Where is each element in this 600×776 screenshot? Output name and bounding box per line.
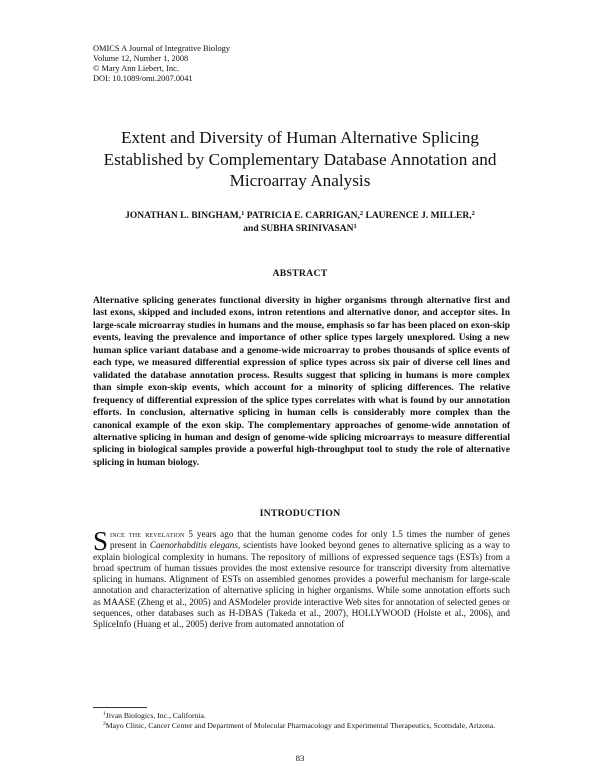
lead-in-smallcaps: ince the revelation [110, 529, 185, 539]
footnote-1 [93, 711, 510, 721]
page-number: 83 [295, 753, 305, 763]
footnote-2 [93, 721, 510, 731]
footnote-text: Mayo Clinic, Cancer Center and Department of Molecular Pharmacology and Experimental Therapeutics, Scottsdale, Arizona. [105, 721, 496, 731]
journal-name: OMICS A Journal of Integrative Biology [93, 44, 231, 53]
author-line-1 [60, 210, 540, 223]
affiliation-marker: 1 [241, 210, 245, 217]
author-list [60, 210, 540, 235]
introduction-heading: INTRODUCTION [259, 508, 341, 519]
title-line-2: Established by Complementary Database Annotation and [103, 149, 497, 169]
author-name: SUBHA SRINIVASAN [260, 223, 354, 234]
author-line-2 [60, 223, 540, 236]
abstract-heading: ABSTRACT [272, 268, 328, 279]
affiliation-marker: 1 [353, 222, 357, 230]
affiliation-marker: 2 [471, 210, 475, 217]
author-name: JONATHAN L. BINGHAM, [125, 211, 242, 221]
abstract-text: Alternative splicing generates functional diversity in higher organisms through alternative first and last exons, skipped and included exons, intron retentions and alternative donor, and acceptor sites. In large-scale microarray studies in humans and the mouse, emphasis so far has been placed on exon-skip events, leaving the prevalence and importance of other splice types largely unexplored. Using a new human splice variant database and a genome-wide microarray to probes thousands of splice events of each type, we measured differential expression of splice types across six pair of diverse cell lines and validated the database annotation process. Results suggest that splicing in humans is more complex than simple exon-skip events, which account for a minority of splicing differences. The relative frequency of differential expression of the splice types correlates with what is found by our annotation efforts. In conclusion, alternative splicing in human cells is considerably more complex than the canonical example of the exon skip. The complementary approaches of genome-wide annotation of alternative splicing in human and design of genome-wide splicing microarrays to measure differential splicing in biological samples provide a powerful high-throughput tool to study the role of alternative splicing in human biology. [93, 296, 510, 468]
journal-header [93, 44, 230, 84]
footnote-marker: 2 [103, 721, 106, 728]
intro-text-2: , scientists have looked beyond genes to alternative splicing as a way to explain biological complexity in humans. The repository of millions of expressed sequence tags (ESTs) from a broad spectrum of human tissues provides the most extensive resource for transcript diversity from alternative splicing in humans. Alignment of ESTs on assembled genomes provides a powerful mechanism for large-scale annotation and characterization of alternative splicing in higher organisms. While some annotation efforts such as MAASE (Zheng et al., 2005) and ASModeler provide interactive Web sites for annotation of selected genes or sequences, other databases such as H-DBAS (Takeda et al., 2007), HOLLYWOOD (Holste et al., 2006), and SpliceInfo (Huang et al., 2005) derive from automated annotation of [93, 540, 510, 630]
species-name: Caenorhabditis elegans [149, 540, 238, 551]
title-line-3: Microarray Analysis [229, 171, 371, 190]
author-conjunction: and [243, 223, 259, 234]
introduction-paragraph [93, 526, 510, 631]
intro-text-1: 5 years ago that the human genome codes for only 1.5 times the number of genes present in [110, 529, 510, 551]
drop-cap: S [93, 526, 109, 556]
footnotes [93, 711, 510, 731]
title-line-1: Extent and Diversity of Human Alternative Splicing [121, 128, 479, 147]
journal-copyright: © Mary Ann Liebert, Inc. [93, 64, 179, 73]
affiliation-marker: 2 [359, 210, 364, 217]
journal-volume: Volume 12, Number 1, 2008 [93, 54, 189, 63]
author-name: LAURENCE J. MILLER, [365, 211, 472, 221]
footnote-marker: 1 [103, 711, 106, 717]
paper-title [60, 127, 540, 192]
footnote-text: Jivan Biologics, Inc., California. [105, 711, 206, 720]
author-name: PATRICIA E. CARRIGAN, [246, 211, 360, 221]
footnote-rule [93, 707, 147, 708]
journal-doi: DOI: 10.1089/omi.2007.0041 [93, 74, 193, 83]
